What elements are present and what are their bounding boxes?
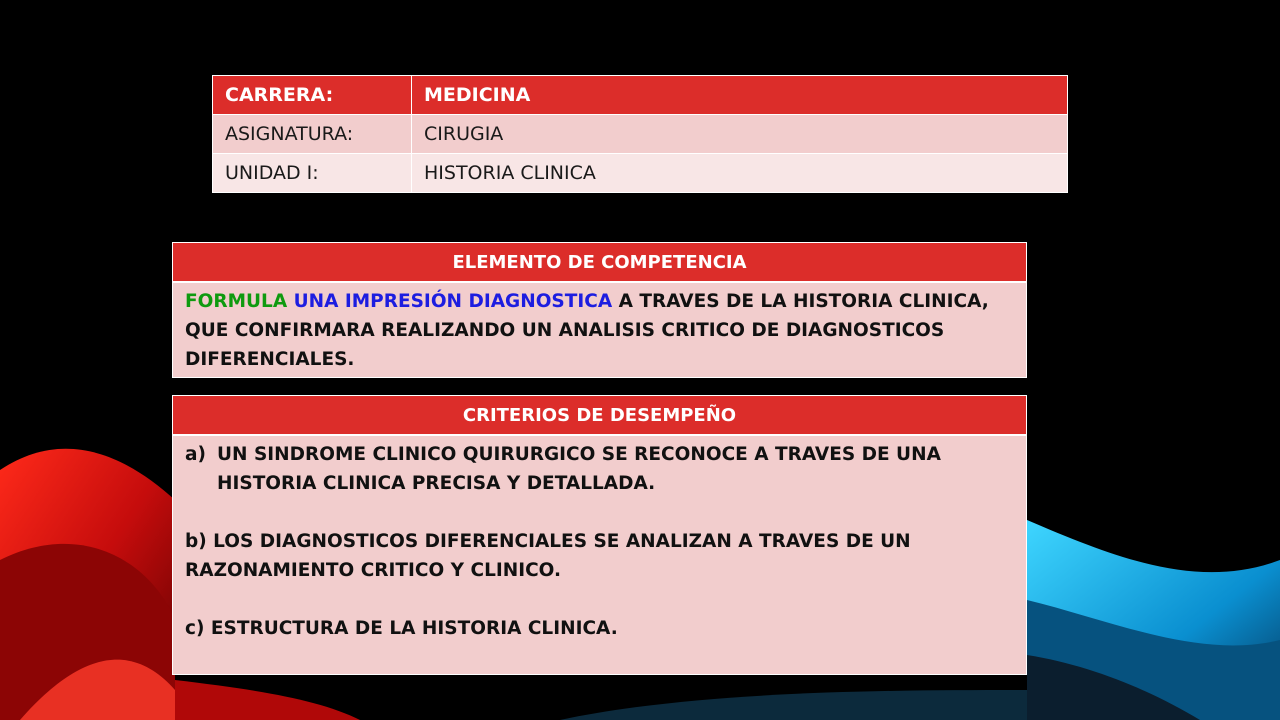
career-row (213, 76, 1068, 115)
career-label: CARRERA: (213, 76, 412, 115)
criteria-item-b: b) LOS DIAGNOSTICOS DIFERENCIALES SE ANALIZAN A TRAVES DE UN RAZONAMIENTO CRITICO Y CLINICO. (185, 531, 911, 581)
unit-row (213, 154, 1068, 193)
career-value: MEDICINA (412, 76, 1068, 115)
unit-label: UNIDAD I: (213, 154, 412, 193)
subject-label: ASIGNATURA: (213, 115, 412, 154)
competency-verb: FORMULA (185, 291, 288, 312)
criteria-item-c: c) ESTRUCTURA DE LA HISTORIA CLINICA. (185, 618, 618, 639)
course-info-table (212, 75, 1068, 193)
unit-value: HISTORIA CLINICA (412, 154, 1068, 193)
criteria-item-a-text: UN SINDROME CLINICO QUIRURGICO SE RECONOCE A TRAVES DE UNA HISTORIA CLINICA PRECISA Y DETALLADA. (217, 444, 941, 494)
competency-title: ELEMENTO DE COMPETENCIA (173, 243, 1026, 283)
subject-row (213, 115, 1068, 154)
competency-object: UNA IMPRESIÓN DIAGNOSTICA (293, 291, 613, 312)
competency-rest: A TRAVES DE LA HISTORIA CLINICA, QUE CONFIRMARA REALIZANDO UN ANALISIS CRITICO DE DIAGNOSTICOS DIFERENCIALES. (185, 291, 989, 370)
criteria-item-a-label: a) (185, 444, 206, 465)
criteria-title: CRITERIOS DE DESEMPEÑO (173, 396, 1026, 436)
competency-text (173, 283, 1026, 374)
criteria-item-a (185, 440, 1014, 498)
criteria-box (172, 395, 1027, 675)
competency-box (172, 242, 1027, 378)
subject-value: CIRUGIA (412, 115, 1068, 154)
criteria-list (173, 436, 1026, 643)
